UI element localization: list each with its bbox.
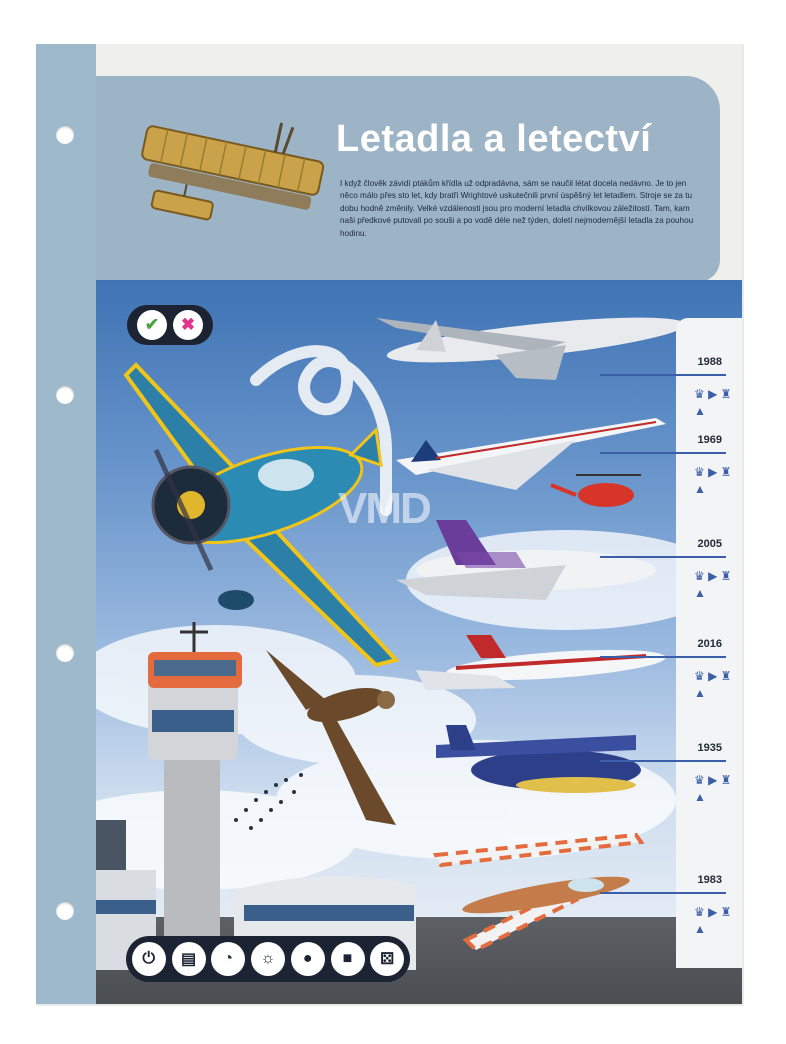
timeline-audio-icons[interactable]: ♛ ▶ ♜ ▲ bbox=[694, 905, 732, 936]
control-tower-illustration bbox=[148, 622, 242, 960]
binder-hole bbox=[56, 126, 74, 144]
timeline-audio-icons[interactable]: ♛ ▶ ♜ ▲ bbox=[694, 465, 732, 496]
timeline-year: 1983 bbox=[697, 874, 722, 886]
check-icon[interactable]: ✔ bbox=[137, 310, 167, 340]
timeline-line bbox=[600, 374, 726, 376]
timeline-line bbox=[600, 452, 726, 454]
power-icon[interactable]: ⏻ bbox=[132, 942, 166, 976]
idea-icon[interactable]: ☼ bbox=[251, 942, 285, 976]
aviation-scene bbox=[96, 280, 742, 1004]
timeline-audio-icons[interactable]: ♛ ▶ ♜ ▲ bbox=[694, 569, 732, 600]
lightbulb-icon[interactable]: ◔ bbox=[211, 942, 245, 976]
stop-icon[interactable]: ■ bbox=[331, 942, 365, 976]
timeline-year: 1969 bbox=[697, 434, 722, 446]
wright-flyer-illustration bbox=[118, 112, 328, 252]
helicopter-illustration bbox=[551, 475, 641, 507]
binder-hole bbox=[56, 902, 74, 920]
timeline-line bbox=[600, 760, 726, 762]
timeline-year: 2016 bbox=[697, 638, 722, 650]
watermark: VMD bbox=[338, 484, 430, 533]
timeline-audio-icons[interactable]: ♛ ▶ ♜ ▲ bbox=[694, 669, 732, 700]
intro-text: I když člověk závidí ptákům křídla už odpradávna, sám se naučil létat docela nedávno. Je to jen něco málo přes sto let, kdy bratři Wrightové uskutečnili první úspěšný let letadlem. Stroje se za tu dobu hodně změnily. Velké vzdálenosti jsou pro moderní letadla chvilkovou záležitostí. Tam, kam naši předkové putovali po souši a po vodě déle než týden, doletí nejmodernější letadla za pouhou hodinu. bbox=[340, 179, 694, 238]
answer-toggle bbox=[127, 305, 213, 345]
cross-icon[interactable]: ✖ bbox=[173, 310, 203, 340]
page-title: Letadla a letectví bbox=[336, 118, 652, 160]
timeline-audio-icons[interactable]: ♛ ▶ ♜ ▲ bbox=[694, 387, 732, 418]
bottom-toolbar bbox=[126, 936, 410, 982]
book-icon[interactable]: ▤ bbox=[172, 942, 206, 976]
binder-hole bbox=[56, 644, 74, 662]
concorde-illustration bbox=[396, 418, 666, 490]
binder-hole bbox=[56, 386, 74, 404]
scene-illustration bbox=[96, 280, 742, 1004]
antonov-airliner-illustration bbox=[376, 308, 687, 380]
timeline-year: 2005 bbox=[697, 538, 722, 550]
dice-icon[interactable]: ⚄ bbox=[370, 942, 404, 976]
timeline-line bbox=[600, 892, 726, 894]
timeline-year: 1988 bbox=[697, 356, 722, 368]
timeline-year: 1935 bbox=[697, 742, 722, 754]
business-jet-illustration bbox=[416, 635, 667, 690]
speech-icon[interactable]: ● bbox=[291, 942, 325, 976]
timeline-audio-icons[interactable]: ♛ ▶ ♜ ▲ bbox=[694, 773, 732, 804]
timeline-line bbox=[600, 556, 726, 558]
binder-strip bbox=[36, 44, 96, 1004]
timeline-line bbox=[600, 656, 726, 658]
